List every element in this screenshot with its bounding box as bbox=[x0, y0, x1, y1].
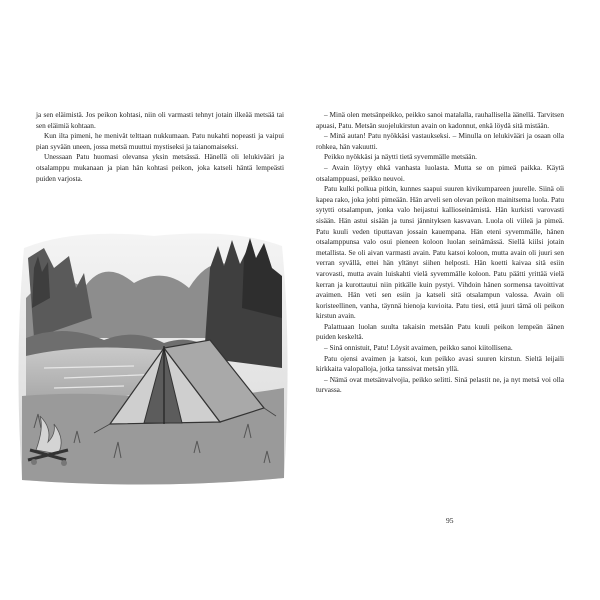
left-paragraph-1: ja sen eläimistä. Jos peikon kohtasi, niin oli varmasti tehnyt jotain ilkeää metsää tai sen eläimiä kohtaan. bbox=[36, 110, 284, 130]
left-paragraph-2: Kun ilta pimeni, he menivät telttaan nukkumaan. Patu nukahti nopeasti ja vaipui pian syvään uneen, jossa metsä muuttui mystiseksi ja taianomaiseksi. bbox=[36, 131, 284, 151]
left-paragraph-3: Unessaan Patu huomasi olevansa yksin metsässä. Hänellä oli lelukiväärі ja otsalamppu mukanaan ja pian hän kohtasi peikon, joka katseli häntä lempeästi puiden varjosta. bbox=[36, 152, 284, 183]
right-paragraph-9: – Nämä ovat metsänvalvojia, peikko selitti. Sinä pelastit ne, ja nyt metsä voi olla turvassa. bbox=[316, 374, 564, 395]
tent-lake-campfire-illustration bbox=[14, 228, 292, 490]
page-number: 95 bbox=[446, 516, 454, 525]
right-paragraph-4: – Avain löytyy ehkä vanhasta luolasta. Mutta se on pimeä paikka. Käytä otsalamppuasi, peikko neuvoi. bbox=[316, 162, 564, 183]
right-paragraph-2: – Minä autan! Patu nyökkäsi vastaukseksi. – Minulla on lelukivääri ja osaan olla rohkea, hän vakuutti. bbox=[316, 131, 564, 151]
right-paragraph-5: Patu kulki polkua pitkin, kunnes saapui suuren kivikumpareen juurelle. Siinä oli kapea rako, joka johti pimeään. Hän arveli sen olevan peikon mainitsema luola. Patu sytytti otsalampun, jonka valo heijastui kallioseinämistä. Hän kurkisti varovasti sisään. Hän astui sisään ja tunsi jännityksen kasvavan. Luola oli viileä ja pimeä. Patu kuuli veden tiputtavan jossain kauempana. Hän eteni syvemmälle, hänen otsalamppunsa valo osui pieneen koloon luolan seinämässä. Siellä kiilsi jotain metallista. Se oli aivan varmasti avain. Patu katsoi koloon, mutta avain oli juuri sen verran syvällä, ettei hän yltänyt siihen helposti. Hän koetti kaivaa sitä esiin varovasti, mutta avain luiskahti vielä syvemmälle koloon. Patu päätti yrittää vielä kerran ja kurottautui niin pitkälle kuin pystyi. Vihdoin hänen sormensa tavoittivat avaimen. Hän veti sen esiin ja katseli sitä otsalampun valossa. Avain oli koristeellinen, vanha, täynnä hienoja kuvioita. Patu tiesi, että juuri tämä oli peikon kirstun avain. bbox=[316, 184, 564, 321]
right-paragraph-6: Palattuaan luolan suulta takaisin metsään Patu kuuli peikon lempeän äänen puiden keskeltä. bbox=[316, 321, 564, 342]
right-paragraph-8: Patu ojensi avaimen ja katsoi, kun peikko avasi suuren kirstun. Sieltä leijaili kirkkaita valopalloja, jotka tanssivat metsän yllä. bbox=[316, 353, 564, 374]
right-paragraph-7: – Sinä onnistuit, Patu! Löysit avaimen, peikko sanoi kiitollisena. bbox=[324, 343, 513, 353]
left-page-text bbox=[36, 110, 284, 184]
right-page-text bbox=[316, 110, 564, 396]
right-paragraph-3: Peikko nyökkäsi ja näytti tietä syvemmälle metsään. bbox=[324, 152, 477, 162]
right-paragraph-1: – Minä olen metsänpeikko, peikko sanoi matalalla, rauhallisella äänellä. Tarvitsen apuasi, Patu. Metsän suojelukirstun avain on kadonnut, enkä löydä sitä mistään. bbox=[316, 110, 564, 130]
